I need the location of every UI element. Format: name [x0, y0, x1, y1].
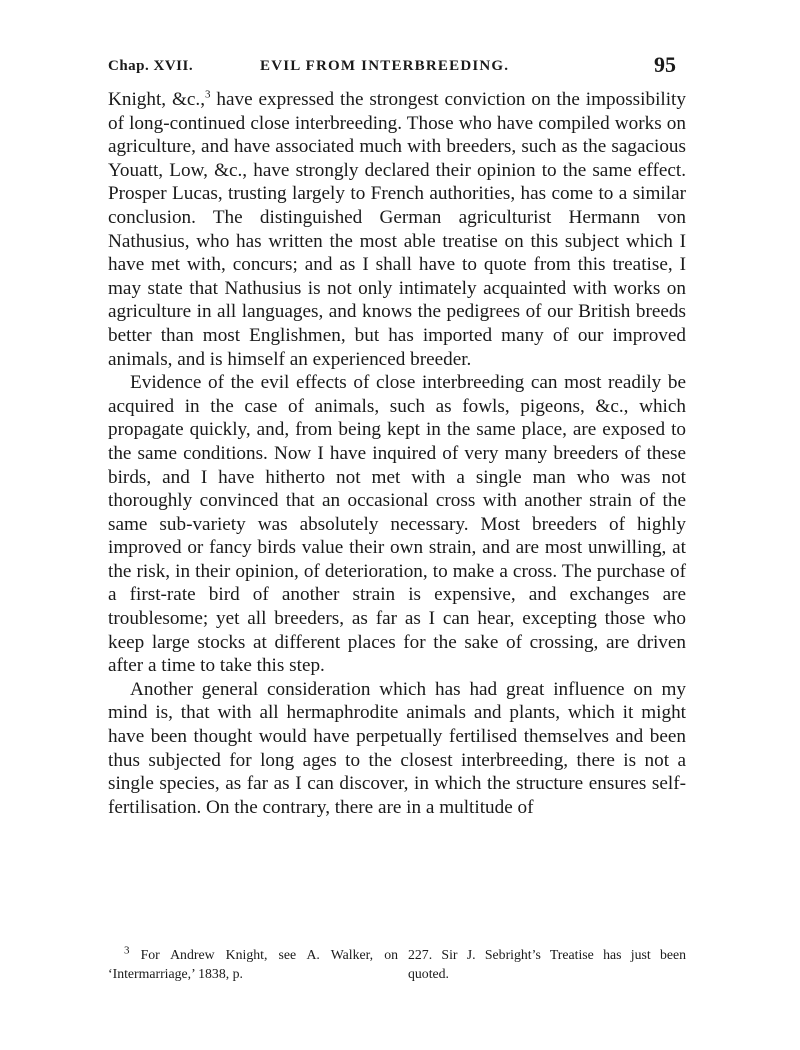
footnote-left-column: [108, 945, 398, 983]
running-title: EVIL FROM INTERBREEDING.: [260, 58, 510, 74]
page-number: 95: [654, 52, 676, 77]
footnote-reference: 3: [205, 88, 211, 101]
body-text: [108, 88, 686, 819]
footnote-right-column: 227. Sir J. Sebright’s Treatise has just been quoted.: [408, 947, 686, 981]
footnote-left-text: For Andrew Knight, see A. Walker, on ‘Intermarriage,’ 1838, p.: [108, 947, 398, 981]
chapter-label: Chap. XVII.: [108, 58, 194, 74]
footnotes: [108, 945, 686, 983]
book-page: [108, 52, 686, 981]
paragraph-1: [108, 88, 686, 371]
paragraph-2: Evidence of the evil effects of close interbreeding can most readily be acquired in the case of animals, such as fowls, pigeons, &c., which propagate quickly, and, from being kept in the same place, are exposed to the same conditions. Now I have inquired of very many breeders of these birds, and I have hitherto not met with a single man who was not thoroughly convinced that an occasional cross with another strain of the same sub-variety was absolutely necessary. Most breeders of highly improved or fancy birds value their own strain, and are most unwilling, at the risk, in their opinion, of deterioration, to make a cross. The purchase of a first-rate bird of another strain is expensive, and exchanges are troublesome; yet all breeders, as far as I can hear, excepting those who keep large stocks at different places for the sake of crossing, are driven after a time to take this step.: [108, 372, 686, 677]
footnote-marker: 3: [124, 944, 130, 957]
paragraph-1-rest: have expressed the strongest conviction on the impossibility of long-continued close interbreeding. Those who have compiled works on agriculture, and have associated much with breeders, such as the sagacious Youatt, Low, &c., have strongly declared their opinion to the same effect. Prosper Lucas, trusting largely to French authorities, has come to a similar conclusion. The distinguished German agriculturist Hermann von Nathusius, who has written the most able treatise on this subject which I have met with, concurs; and as I shall have to quote from this treatise, I may state that Nathusius is not only intimately acquainted with works on agriculture in all languages, and knows the pedigrees of our British breeds better than most Englishmen, but has imported many of our improved animals, and is himself an experienced breeder.: [108, 89, 686, 370]
running-head: [108, 52, 686, 82]
paragraph-1-lead: Knight, &c.,: [108, 89, 206, 110]
paragraph-3: Another general consideration which has had great influence on my mind is, that with all hermaphrodite animals and plants, which it might have been thought would have perpetually fertilised themselves and been thus subjected for long ages to the closest interbreeding, there is not a single species, as far as I can discover, in which the structure ensures self-fertilisation. On the contrary, there are in a multitude of: [108, 678, 686, 818]
